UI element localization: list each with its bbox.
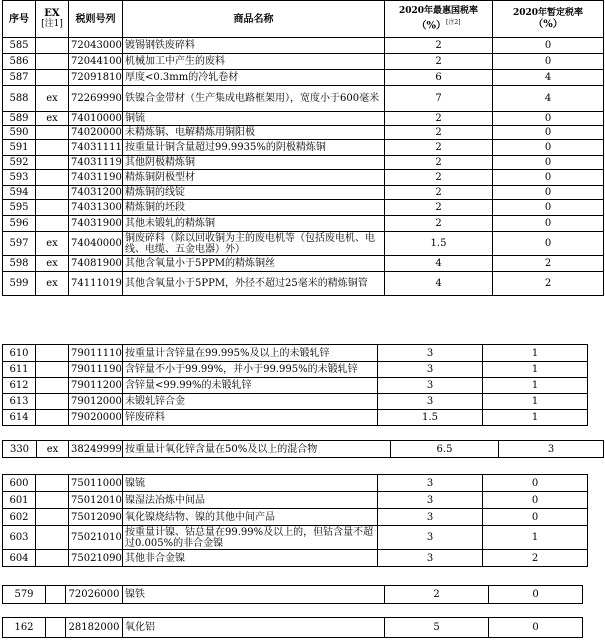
cell-name: 未精炼铜、电解精炼用铜阳极 (123, 126, 385, 140)
cell-seq: 595 (3, 200, 36, 216)
cell-seq: 603 (3, 526, 36, 550)
cell-seq: 614 (3, 410, 36, 426)
cell-code: 72026000 (66, 586, 123, 604)
cell-name: 含锌量<99.99%的未锻轧锌 (123, 378, 378, 394)
table-row (3, 492, 588, 509)
cell-name: 其他含氧量小于5PPM的精炼铜丝 (123, 256, 385, 272)
cell-ex (36, 186, 69, 200)
cell-name: 氧化镍烧结物、镍的其他中间产品 (123, 509, 378, 526)
cell-ex (46, 618, 66, 638)
cell-temp: 0 (493, 156, 604, 170)
cell-ex (36, 550, 69, 567)
cell-name: 未锻轧锌合金 (123, 394, 378, 410)
cell-mfn: 7 (385, 86, 493, 112)
cell-seq: 330 (3, 441, 37, 458)
cell-mfn: 2 (385, 112, 493, 126)
cell-ex (36, 54, 69, 70)
cell-ex: ex (36, 256, 69, 272)
header-ex-note: [注1] (41, 19, 63, 29)
cell-code: 72269990 (69, 86, 123, 112)
cell-mfn: 2 (385, 156, 493, 170)
cell-temp: 1 (483, 394, 588, 410)
cell-ex (36, 170, 69, 186)
header-ex (36, 1, 69, 38)
cell-code: 74031200 (69, 186, 123, 200)
cell-code: 79011200 (69, 378, 123, 394)
cell-mfn: 3 (378, 475, 483, 492)
cell-ex (36, 378, 69, 394)
cell-temp: 1 (483, 378, 588, 394)
cell-ex: ex (36, 232, 69, 256)
cell-seq: 597 (3, 232, 36, 256)
cell-ex (36, 126, 69, 140)
block-zinc-oxide (3, 441, 604, 458)
cell-name: 铜锍 (123, 112, 385, 126)
cell-code: 72044100 (69, 54, 123, 70)
cell-temp: 1 (483, 526, 588, 550)
cell-seq: 587 (3, 70, 36, 86)
cell-name: 精炼铜阴极型材 (123, 170, 385, 186)
cell-seq: 612 (3, 378, 36, 394)
cell-name: 含锌量不小于99.99%，并小于99.995%的未锻轧锌 (123, 362, 378, 378)
cell-temp: 0 (493, 170, 604, 186)
cell-seq: 611 (3, 362, 36, 378)
cell-name: 按重量计镍、钴总量在99.99%及以上的，但钴含量不超过0.005%的非合金镍 (123, 526, 378, 550)
cell-seq: 594 (3, 186, 36, 200)
cell-mfn: 2 (385, 186, 493, 200)
cell-seq: 579 (3, 586, 46, 604)
cell-ex (36, 492, 69, 509)
cell-mfn: 4 (385, 272, 493, 296)
header-mfn-note: [注2] (446, 19, 461, 27)
table-row (3, 410, 588, 426)
table-row (3, 232, 604, 256)
cell-code: 28182000 (66, 618, 123, 638)
cell-code: 38249999 (69, 441, 123, 458)
table-row (3, 441, 604, 458)
cell-mfn: 2 (385, 140, 493, 156)
cell-mfn: 2 (385, 216, 493, 232)
cell-seq: 600 (3, 475, 36, 492)
table-row (3, 272, 604, 296)
table-row (3, 38, 604, 54)
table-row (3, 345, 588, 362)
cell-mfn: 2 (385, 170, 493, 186)
cell-name: 锌废碎料 (123, 410, 378, 426)
cell-temp: 0 (489, 586, 583, 604)
cell-ex (36, 156, 69, 170)
cell-temp: 1 (483, 345, 588, 362)
cell-temp: 0 (493, 232, 604, 256)
tariff-table-ferronickel (2, 585, 583, 604)
cell-mfn: 2 (385, 38, 493, 54)
cell-seq: 610 (3, 345, 36, 362)
cell-temp: 2 (493, 272, 604, 296)
table-row (3, 378, 588, 394)
cell-mfn: 5 (385, 618, 489, 638)
cell-seq: 591 (3, 140, 36, 156)
cell-temp: 0 (493, 112, 604, 126)
cell-seq: 613 (3, 394, 36, 410)
header-mfn-unit: （%） (416, 20, 446, 32)
cell-temp: 1 (483, 362, 588, 378)
cell-code: 79011190 (69, 362, 123, 378)
header-temp-label: 2020年暂定税率 (512, 8, 584, 18)
cell-temp: 2 (483, 550, 588, 567)
cell-name: 按重量计含锌量在99.995%及以上的未锻轧锌 (123, 345, 378, 362)
table-row (3, 156, 604, 170)
cell-mfn: 2 (385, 126, 493, 140)
table-row (3, 586, 583, 604)
header-mfn (385, 1, 493, 38)
cell-mfn: 3 (378, 550, 483, 567)
block-alumina (3, 618, 583, 638)
cell-ex (36, 362, 69, 378)
cell-code: 79012000 (69, 394, 123, 410)
cell-name: 镀锡钢铁废碎料 (123, 38, 385, 54)
cell-code: 74031900 (69, 216, 123, 232)
cell-name: 精炼铜的线锭 (123, 186, 385, 200)
cell-name: 精炼铜的坯段 (123, 200, 385, 216)
cell-mfn: 4 (385, 256, 493, 272)
cell-mfn: 3 (378, 362, 483, 378)
cell-seq: 601 (3, 492, 36, 509)
cell-name: 镍锍 (123, 475, 378, 492)
cell-mfn: 3 (378, 492, 483, 509)
cell-mfn: 6.5 (391, 441, 499, 458)
cell-seq: 599 (3, 272, 36, 296)
table-header-row (3, 1, 604, 38)
cell-seq: 604 (3, 550, 36, 567)
header-temp-unit: （%） (533, 19, 563, 30)
cell-ex (46, 586, 66, 604)
cell-name: 其他阴极精炼铜 (123, 156, 385, 170)
cell-mfn: 1.5 (378, 410, 483, 426)
cell-ex (36, 216, 69, 232)
cell-ex (36, 509, 69, 526)
cell-temp: 4 (493, 70, 604, 86)
table-row (3, 362, 588, 378)
cell-code: 75011000 (69, 475, 123, 492)
cell-name: 按重量计氧化锌含量在50%及以上的混合物 (123, 441, 391, 458)
cell-ex (36, 200, 69, 216)
cell-code: 79011110 (69, 345, 123, 362)
cell-ex (36, 526, 69, 550)
cell-ex (36, 410, 69, 426)
cell-temp: 0 (493, 54, 604, 70)
table-row (3, 54, 604, 70)
table-row (3, 112, 604, 126)
cell-temp: 4 (493, 86, 604, 112)
cell-name: 其他未锻轧的精炼铜 (123, 216, 385, 232)
table-row (3, 550, 588, 567)
cell-code: 74111019 (69, 272, 123, 296)
header-seq: 序号 (3, 1, 36, 38)
table-row (3, 126, 604, 140)
cell-temp: 0 (493, 200, 604, 216)
header-mfn-label: 2020年最惠国税率 (398, 6, 479, 17)
cell-seq: 588 (3, 86, 36, 112)
cell-code: 74040000 (69, 232, 123, 256)
cell-ex (36, 70, 69, 86)
header-code: 税则号列 (69, 1, 123, 38)
cell-code: 79020000 (69, 410, 123, 426)
cell-name: 铜废碎料（除以回收铜为主的废电机等（包括废电机、电线、电缆、五金电器）外） (123, 232, 385, 256)
cell-ex: ex (36, 86, 69, 112)
cell-name: 镍铁 (123, 586, 385, 604)
cell-name: 机械加工中产生的废料 (123, 54, 385, 70)
cell-temp: 0 (489, 618, 583, 638)
cell-seq: 586 (3, 54, 36, 70)
cell-code: 74031119 (69, 156, 123, 170)
table-row (3, 394, 588, 410)
cell-temp: 0 (493, 186, 604, 200)
cell-name: 按重量计铜含量超过99.9935%的阴极精炼铜 (123, 140, 385, 156)
cell-code: 74020000 (69, 126, 123, 140)
cell-name: 铁镍合金带材（生产集成电路框架用），宽度小于600毫米 (123, 86, 385, 112)
block-zinc (3, 345, 588, 426)
cell-name: 其他非合金镍 (123, 550, 378, 567)
block-ferronickel (3, 586, 583, 604)
cell-code: 74081900 (69, 256, 123, 272)
cell-seq: 596 (3, 216, 36, 232)
table-row (3, 256, 604, 272)
cell-code: 74031300 (69, 200, 123, 216)
cell-seq: 593 (3, 170, 36, 186)
table-row (3, 186, 604, 200)
cell-ex: ex (36, 112, 69, 126)
cell-ex (36, 38, 69, 54)
cell-ex (36, 394, 69, 410)
cell-name: 氧化铝 (123, 618, 385, 638)
cell-seq: 598 (3, 256, 36, 272)
cell-temp: 3 (499, 441, 604, 458)
cell-ex: ex (37, 441, 69, 458)
cell-mfn: 2 (385, 200, 493, 216)
tariff-table-main (2, 0, 604, 296)
table-row (3, 86, 604, 112)
cell-code: 75021090 (69, 550, 123, 567)
cell-ex: ex (36, 272, 69, 296)
cell-seq: 589 (3, 112, 36, 126)
cell-code: 74031190 (69, 170, 123, 186)
cell-code: 75021010 (69, 526, 123, 550)
tariff-table-nickel (2, 474, 588, 567)
cell-code: 74010000 (69, 112, 123, 126)
cell-temp: 0 (493, 126, 604, 140)
cell-mfn: 6 (385, 70, 493, 86)
block-copper (3, 38, 604, 296)
table-row (3, 216, 604, 232)
cell-temp: 1 (483, 410, 588, 426)
cell-temp: 0 (493, 216, 604, 232)
cell-seq: 590 (3, 126, 36, 140)
cell-mfn: 3 (378, 509, 483, 526)
cell-code: 72043000 (69, 38, 123, 54)
block-nickel (3, 475, 588, 567)
cell-name: 厚度<0.3mm的冷轧卷材 (123, 70, 385, 86)
cell-mfn: 2 (385, 54, 493, 70)
cell-temp: 0 (493, 38, 604, 54)
table-row (3, 618, 583, 638)
cell-temp: 0 (483, 475, 588, 492)
cell-mfn: 3 (378, 394, 483, 410)
tariff-table-zinc (2, 344, 588, 426)
cell-temp: 2 (493, 256, 604, 272)
tariff-table-zinc-oxide (2, 440, 604, 458)
table-row (3, 70, 604, 86)
header-ex-label: EX (44, 8, 60, 19)
cell-temp: 0 (483, 509, 588, 526)
cell-seq: 585 (3, 38, 36, 54)
cell-code: 75012010 (69, 492, 123, 509)
cell-ex (36, 475, 69, 492)
cell-code: 74031111 (69, 140, 123, 156)
cell-mfn: 3 (378, 526, 483, 550)
cell-temp: 0 (483, 492, 588, 509)
cell-seq: 602 (3, 509, 36, 526)
table-row (3, 170, 604, 186)
cell-name: 镍湿法冶炼中间品 (123, 492, 378, 509)
table-row (3, 200, 604, 216)
cell-mfn: 3 (378, 345, 483, 362)
cell-seq: 162 (3, 618, 46, 638)
cell-ex (36, 345, 69, 362)
cell-name: 其他含氧量小于5PPM，外径不超过25毫米的精炼铜管 (123, 272, 385, 296)
cell-temp: 0 (493, 140, 604, 156)
table-row (3, 526, 588, 550)
table-row (3, 475, 588, 492)
cell-ex (36, 140, 69, 156)
header-temp (493, 1, 604, 38)
table-row (3, 140, 604, 156)
cell-code: 72091810 (69, 70, 123, 86)
cell-seq: 592 (3, 156, 36, 170)
cell-mfn: 1.5 (385, 232, 493, 256)
cell-mfn: 2 (385, 586, 489, 604)
table-row (3, 509, 588, 526)
cell-mfn: 3 (378, 378, 483, 394)
tariff-table-alumina (2, 617, 583, 638)
header-name: 商品名称 (123, 1, 385, 38)
cell-code: 75012090 (69, 509, 123, 526)
